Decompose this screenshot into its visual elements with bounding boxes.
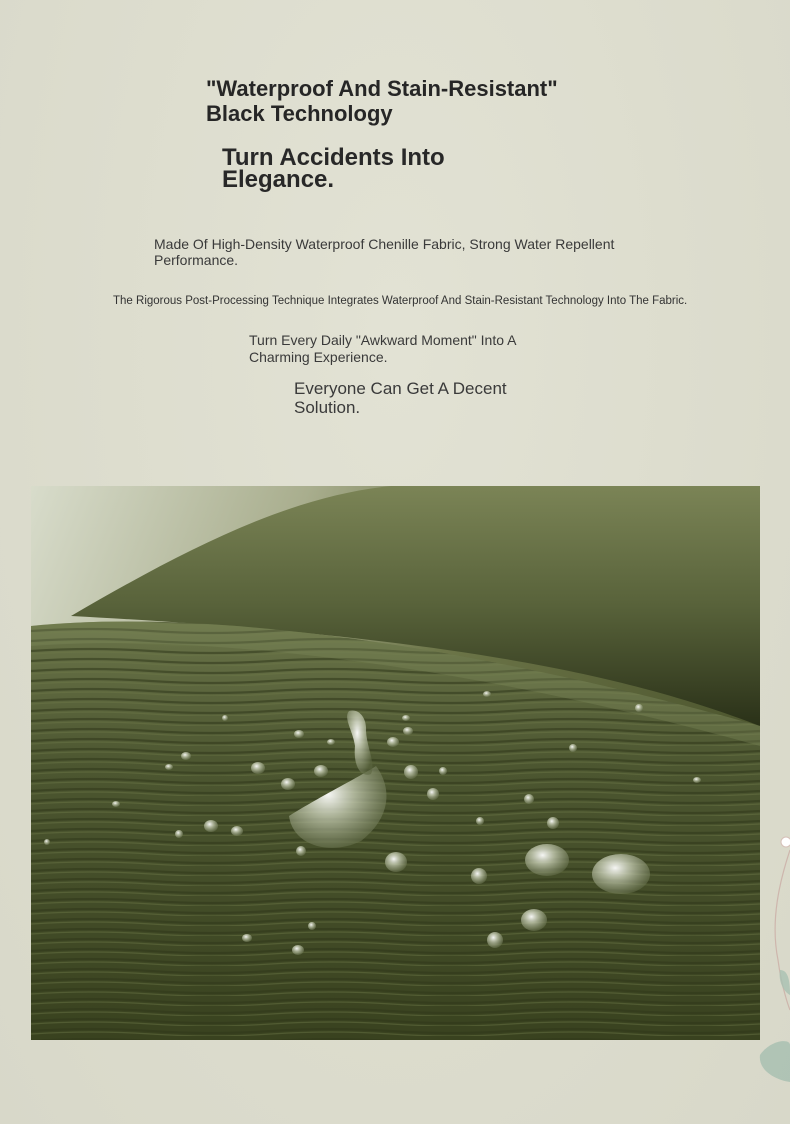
headline-subtitle: Turn Accidents Into Elegance. [222, 144, 445, 193]
fabric-illustration [31, 486, 760, 1040]
description-line-4: Everyone Can Get A Decent Solution. [294, 379, 507, 417]
decorative-leaf-icon [750, 820, 790, 1090]
description-line-2: The Rigorous Post-Processing Technique Integrates Waterproof And Stain-Resistant Technology Into The Fabric. [113, 295, 688, 307]
description-line-1: Made Of High-Density Waterproof Chenille Fabric, Strong Water Repellent Performance. [154, 236, 615, 268]
fabric-water-droplets-photo [31, 486, 760, 1040]
headline-title: "Waterproof And Stain-Resistant" Black Technology [206, 76, 558, 126]
description-line-3: Turn Every Daily "Awkward Moment" Into A Charming Experience. [249, 332, 516, 365]
